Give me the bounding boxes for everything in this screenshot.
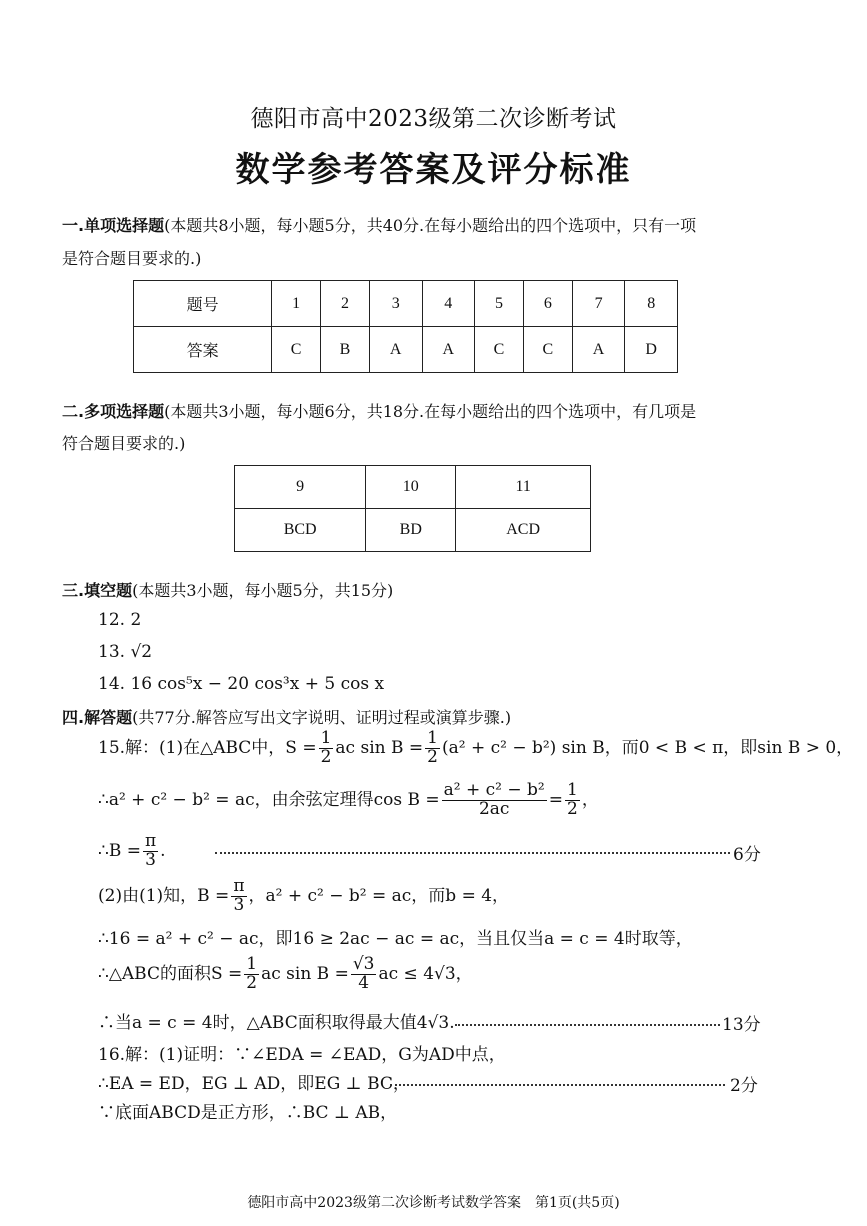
table-cell: 8 (625, 281, 678, 327)
table-cell: A (422, 327, 475, 373)
q16-line2: ∴EA = ED，EG ⊥ AD，即EG ⊥ BC， (98, 1074, 410, 1094)
q15-l2-prefix: ∴a² + c² − b² = ac，由余弦定理得cos B = (98, 789, 440, 810)
section4-heading: 四.解答题 (62, 708, 133, 727)
section2-heading: 二.多项选择题 (62, 402, 165, 421)
row-label-answer: 答案 (134, 327, 272, 373)
frac-num: 1 (566, 780, 578, 800)
table-cell: 2 (321, 281, 370, 327)
fraction-pi-third (143, 833, 158, 870)
frac-den: 4 (358, 972, 370, 993)
row-label-question: 题号 (134, 281, 272, 327)
frac-den: 2 (566, 798, 578, 819)
q15-score-2: 13分 (722, 1015, 761, 1035)
fraction-half (425, 730, 440, 767)
table-cell: BCD (235, 509, 366, 552)
page-footer: 德阳市高中2023级第二次诊断考试数学答案 第1页(共5页) (247, 1195, 620, 1211)
exam-title: 德阳市高中2023级第二次诊断考试 (250, 106, 617, 132)
table-cell: 6 (523, 281, 572, 327)
table-cell: A (572, 327, 625, 373)
frac-den: 2 (427, 746, 438, 767)
table-cell: 4 (422, 281, 475, 327)
table-cell: C (272, 327, 321, 373)
section1-desc-line2: 是符合题目要求的.) (62, 249, 202, 268)
q15-line7: ∴当a = c = 4时，△ABC面积取得最大值4√3. (98, 1013, 455, 1033)
score-leader-dots (215, 852, 730, 854)
q16-line1: 16.解：(1)证明：∵∠EDA = ∠EAD，G为AD中点， (98, 1045, 506, 1065)
q15-line5: ∴16 = a² + c² − ac，即16 ≥ 2ac − ac = ac，当且仅当a = c = 4时取等， (98, 929, 693, 949)
section3-heading: 三.填空题 (62, 581, 133, 600)
q15-line6 (98, 956, 473, 993)
q15-l6-mid: ac sin B = (261, 963, 349, 984)
table-cell: C (523, 327, 572, 373)
table-cell: 11 (456, 466, 591, 509)
frac-num: π (144, 831, 157, 851)
question-number-row (134, 281, 678, 327)
section2-line1 (62, 399, 696, 422)
section1-heading: 一.单项选择题 (62, 216, 165, 235)
q15-l2-end: ， (581, 789, 599, 810)
score-leader-dots (390, 1084, 725, 1086)
frac-den: 2 (246, 972, 258, 993)
frac-num: 1 (320, 728, 332, 748)
fraction-cosine (442, 782, 547, 819)
q15-l3-end: . (160, 840, 166, 861)
table-cell: 1 (272, 281, 321, 327)
q15-line3 (98, 833, 166, 870)
table-cell: 10 (366, 466, 456, 509)
answer-14: 14. 16 cos⁵x − 20 cos³x + 5 cos x (98, 674, 385, 694)
q15-line1 (98, 730, 853, 767)
answer-row (235, 509, 591, 552)
frac-den: 2ac (478, 798, 510, 819)
multi-choice-answer-table (234, 465, 591, 552)
q15-l2-eq: = (548, 789, 563, 810)
frac-num: π (233, 876, 245, 896)
q15-l6-end: ac ≤ 4√3， (378, 963, 473, 984)
section3-desc: (本题共3小题，每小题5分，共15分) (132, 581, 394, 600)
section1-line1 (62, 213, 696, 236)
table-cell: BD (366, 509, 456, 552)
q15-l4-end: ，a² + c² − b² = ac，而b = 4， (248, 885, 510, 906)
section4-line (62, 705, 511, 728)
q15-l6-prefix: ∴△ABC的面积S = (98, 963, 243, 984)
fraction-sqrt3-4 (351, 956, 377, 993)
answer-row (134, 327, 678, 373)
q15-l1-mid2: (a² + c² − b²) sin B，而0 < B < π，即sin B > 0， (441, 737, 854, 758)
section2-desc-line1: (本题共3小题，每小题6分，共18分.在每小题给出的四个选项中，有几项是 (164, 402, 697, 421)
answer-12: 12. 2 (98, 610, 142, 630)
answer-key-title: 数学参考答案及评分标准 (235, 150, 632, 190)
section1-desc-line1: (本题共8小题，每小题5分，共40分.在每小题给出的四个选项中，只有一项 (164, 216, 697, 235)
table-cell: A (369, 327, 422, 373)
section4-desc: (共77分.解答应写出文字说明、证明过程或演算步骤.) (132, 708, 512, 727)
table-cell: B (321, 327, 370, 373)
q15-score-1: 6分 (733, 845, 761, 865)
frac-den: 2 (320, 746, 332, 767)
section3-line (62, 578, 393, 601)
q15-line2 (98, 782, 599, 819)
q16-score-1: 2分 (730, 1076, 758, 1096)
fraction-pi-third (231, 878, 246, 915)
section2-desc-line2: 符合题目要求的.) (62, 434, 186, 453)
score-leader-dots (455, 1024, 720, 1026)
q15-line4 (98, 878, 509, 915)
fraction-half (565, 782, 580, 819)
table-cell: 5 (475, 281, 524, 327)
table-cell: 7 (572, 281, 625, 327)
q16-line3: ∵底面ABCD是正方形，∴BC ⊥ AB， (98, 1103, 398, 1123)
q15-l1-mid1: ac sin B = (335, 737, 424, 758)
single-choice-answer-table (133, 280, 678, 373)
fraction-half (319, 730, 334, 767)
q15-l1-prefix: 15.解：(1)在△ABC中，S = (98, 737, 317, 758)
table-cell: 9 (235, 466, 366, 509)
frac-num: a² + c² − b² (443, 780, 545, 800)
table-cell: ACD (456, 509, 591, 552)
q15-l3-prefix: ∴B = (98, 840, 141, 861)
answer-13: 13. √2 (98, 642, 153, 662)
frac-den: 3 (233, 894, 245, 915)
frac-den: 3 (145, 849, 156, 870)
fraction-half (244, 956, 259, 993)
q15-l4-prefix: (2)由(1)知，B = (98, 885, 230, 906)
frac-num: √3 (352, 954, 375, 974)
frac-num: 1 (246, 954, 258, 974)
question-number-row (235, 466, 591, 509)
frac-num: 1 (427, 728, 438, 748)
table-cell: D (625, 327, 678, 373)
table-cell: C (475, 327, 524, 373)
table-cell: 3 (369, 281, 422, 327)
